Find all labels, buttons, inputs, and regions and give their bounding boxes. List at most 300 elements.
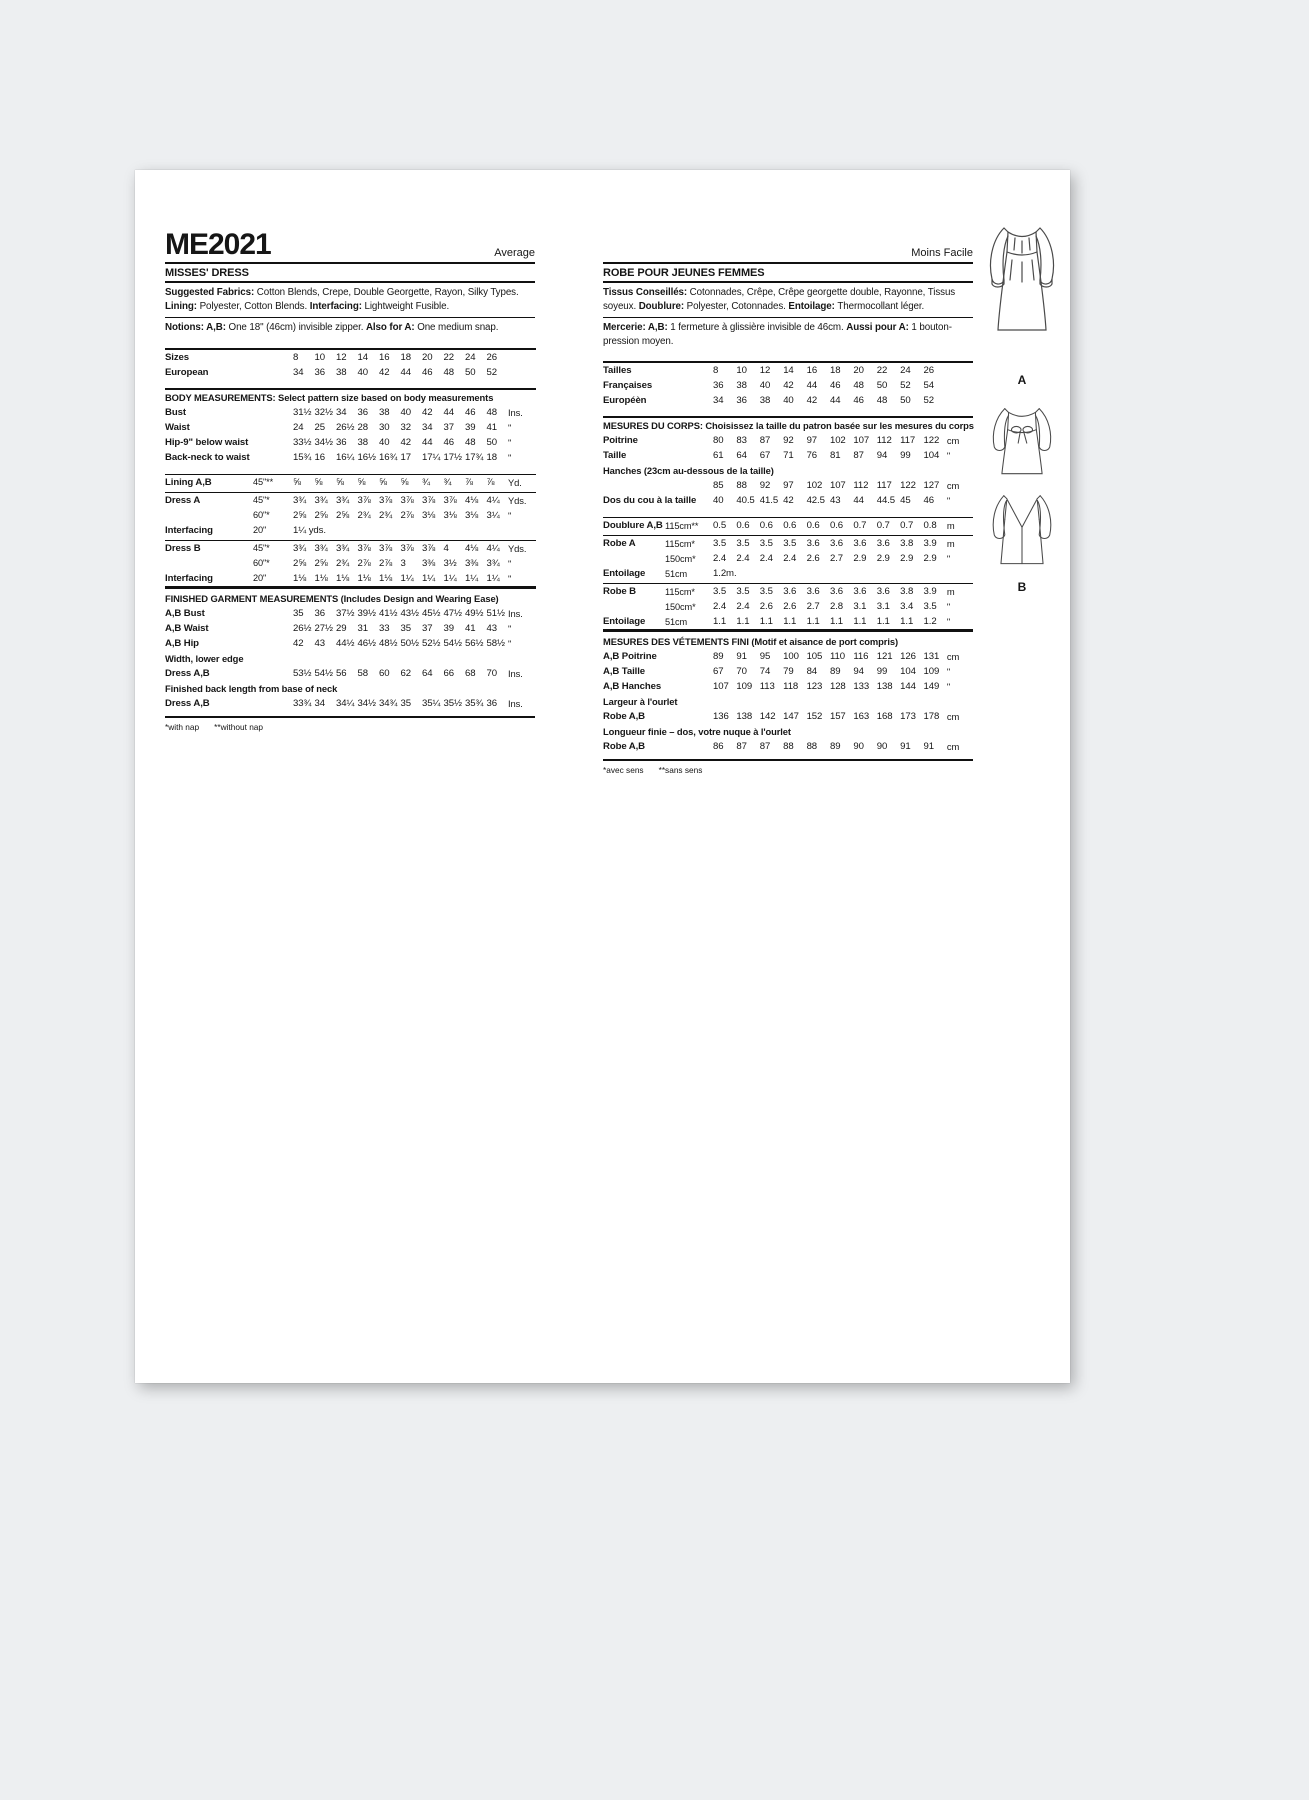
table-cell: 3.1 <box>853 601 867 612</box>
table-cell: 126 <box>900 651 916 662</box>
table-cell: 92 <box>759 480 771 491</box>
table-cell: 34½ <box>357 697 376 709</box>
table-cell: 76 <box>806 450 818 461</box>
table-cell: 34 <box>336 406 347 418</box>
table-cell: 102 <box>806 480 823 491</box>
table-cell: 33½ <box>293 436 312 448</box>
table-cell: 121 <box>876 651 893 662</box>
table-cell: 157 <box>829 711 846 722</box>
sans-sens-note: **sans sens <box>658 765 703 775</box>
table-cell: 2⅝ <box>336 509 350 521</box>
table-cell: 16 <box>379 351 390 363</box>
table-cell: 60"* <box>253 510 270 520</box>
table-cell: 35¾ <box>465 697 484 709</box>
table-cell: 52 <box>900 380 911 391</box>
table-cell: cm <box>946 741 960 752</box>
table-cell: Ins. <box>508 697 523 709</box>
table-cell: 56½ <box>465 637 484 649</box>
table-cell: 16½ <box>357 451 376 463</box>
table-row <box>603 551 973 566</box>
table-cell: 44 <box>806 380 818 391</box>
table-cell: 34 <box>713 395 724 406</box>
bold-segment: Notions: A,B: <box>165 322 229 333</box>
table-cell: 91 <box>900 741 911 752</box>
table-cell: 30 <box>379 421 390 433</box>
table-row <box>603 614 973 631</box>
table-cell: Tailles <box>603 365 632 376</box>
table-cell: 20 <box>853 365 864 376</box>
table-cell: 2⅞ <box>400 509 414 521</box>
table-cell: 54½ <box>443 637 462 649</box>
table-cell: 117 <box>900 435 916 446</box>
table-cell: 80 <box>713 435 724 446</box>
table-cell: " <box>508 572 512 584</box>
table-cell: Width, lower edge <box>165 652 244 664</box>
table-cell: 50 <box>876 380 888 391</box>
table-cell: 1.1 <box>806 616 820 627</box>
table-cell: 20 <box>422 351 433 363</box>
table-cell: 44 <box>829 395 841 406</box>
table-cell: 113 <box>759 681 775 692</box>
table-cell: 122 <box>923 435 940 446</box>
table-cell: 40 <box>400 406 411 418</box>
table-cell: 87 <box>853 450 864 461</box>
table-cell: 3.6 <box>829 586 844 597</box>
table-cell: 42 <box>400 436 411 448</box>
table-cell: 2¾ <box>357 509 371 521</box>
table-cell: 1¼ <box>465 572 479 584</box>
table-row <box>603 417 973 433</box>
table-cell: Dress A <box>165 494 201 506</box>
measurement-table <box>603 361 973 408</box>
table-cell: A,B Hip <box>165 637 199 649</box>
table-cell: 100 <box>783 651 799 662</box>
table-cell: A,B Bust <box>165 607 205 619</box>
table-cell: 36 <box>357 406 368 418</box>
pattern-number: ME2021 <box>165 228 271 261</box>
table-cell: MESURES DES VÉTEMENTS FINI (Motif et aisance de port compris) <box>603 636 898 647</box>
table-cell: 43 <box>314 637 325 649</box>
table-cell: 35 <box>400 697 411 709</box>
table-cell: 66 <box>443 667 454 679</box>
table-cell: 2.9 <box>923 553 937 564</box>
table-cell: 97 <box>806 435 818 446</box>
table-cell: " <box>508 637 512 649</box>
table-cell: 34¾ <box>379 697 398 709</box>
table-cell: 35 <box>400 622 411 634</box>
table-cell: 51cm <box>665 616 688 627</box>
table-cell: 178 <box>923 711 940 722</box>
bold-segment: Also for A: <box>365 322 418 333</box>
table-cell: 44 <box>422 436 433 448</box>
table-cell: 33¾ <box>293 697 312 709</box>
table-cell: Ins. <box>508 667 523 679</box>
table-cell: 112 <box>876 435 892 446</box>
table-cell: 81 <box>829 450 841 461</box>
table-cell: 35¼ <box>422 697 441 709</box>
table-cell: " <box>946 666 951 677</box>
table-cell: 4¼ <box>486 542 500 554</box>
view-b-back-illustration <box>983 489 1061 577</box>
table-cell: 1.1 <box>876 616 890 627</box>
table-cell: 48 <box>465 436 476 448</box>
table-cell: 107 <box>853 435 870 446</box>
table-cell: 39 <box>443 622 454 634</box>
table-cell: 3.6 <box>806 538 820 549</box>
table-cell: 1⅛ <box>314 572 328 584</box>
table-cell: European <box>165 366 209 378</box>
measurement-table <box>603 634 973 754</box>
table-cell: 2¾ <box>336 557 350 569</box>
table-cell: 0.6 <box>736 520 750 531</box>
table-cell: BODY MEASUREMENTS: Select pattern size based on body measurements <box>165 391 494 403</box>
table-row <box>603 664 973 679</box>
table-cell: 97 <box>783 480 794 491</box>
table-cell: 42.5 <box>806 495 825 506</box>
table-cell: 46 <box>422 366 433 378</box>
table-cell: 32½ <box>314 406 333 418</box>
table-cell: 60 <box>379 667 390 679</box>
table-cell: 43½ <box>400 607 419 619</box>
table-cell: 31½ <box>293 406 312 418</box>
table-cell: Dress B <box>165 542 201 554</box>
bold-segment: Doublure: <box>638 300 687 312</box>
table-cell: 47½ <box>443 607 462 619</box>
table-cell: 50 <box>486 436 497 448</box>
table-cell: 46 <box>923 495 934 506</box>
table-cell: 105 <box>806 651 823 662</box>
table-cell: 87 <box>759 435 771 446</box>
footnote-fr <box>603 759 973 775</box>
text-segment: Polyester, Cotonnades. <box>686 300 789 312</box>
table-cell: 102 <box>829 435 846 446</box>
view-b-front-illustration <box>983 401 1061 489</box>
table-cell: 1⅛ <box>357 572 371 584</box>
table-cell: 61 <box>713 450 724 461</box>
header-row-fr <box>603 222 973 264</box>
table-cell: 1.1 <box>853 616 867 627</box>
table-cell: Sizes <box>165 351 190 363</box>
garment-title-en: MISSES' DRESS <box>165 264 535 283</box>
table-cell: 42 <box>422 406 433 418</box>
table-cell: 3.5 <box>759 586 773 597</box>
without-nap-note: **without nap <box>214 721 264 732</box>
footnote-en <box>165 716 535 732</box>
table-cell: " <box>508 622 512 634</box>
table-cell: 1.1 <box>900 616 914 627</box>
table-cell: Ins. <box>508 607 523 619</box>
table-cell: 4⅛ <box>465 542 479 554</box>
table-cell: 1.2m. <box>713 568 737 579</box>
table-cell: 3.9 <box>923 538 937 549</box>
table-row <box>603 599 973 614</box>
table-cell: 109 <box>736 681 753 692</box>
table-cell: 168 <box>876 711 893 722</box>
table-cell: 83 <box>736 435 747 446</box>
table-row <box>165 450 536 465</box>
table-cell: 18 <box>400 351 411 363</box>
notions-paragraph <box>165 318 535 339</box>
table-row <box>165 666 536 681</box>
table-cell: 36 <box>314 607 325 619</box>
table-cell: 18 <box>486 451 497 463</box>
table-cell: m <box>946 538 955 549</box>
table-cell: 3⅞ <box>379 542 393 554</box>
table-cell: 123 <box>806 681 823 692</box>
table-cell: 89 <box>829 666 841 677</box>
table-cell: MESURES DU CORPS: Choisissez la taille du patron basée sur les mesures du corps <box>603 420 974 431</box>
difficulty-rating-en: Average <box>494 247 535 259</box>
table-cell: 4⅛ <box>465 494 479 506</box>
table-cell: 12 <box>336 351 347 363</box>
table-cell: 2¾ <box>379 509 393 521</box>
table-cell: 3⅛ <box>465 509 479 521</box>
table-cell: 2.9 <box>853 553 867 564</box>
table-row <box>603 448 973 463</box>
table-cell: 44 <box>443 406 454 418</box>
table-cell: 4 <box>443 542 449 554</box>
table-cell: 64 <box>736 450 747 461</box>
table-cell: 84 <box>806 666 818 677</box>
tissus-paragraph <box>603 283 973 318</box>
measurement-table <box>165 474 536 490</box>
table-row <box>165 621 536 636</box>
table-cell: 3¾ <box>293 542 307 554</box>
table-cell: 10 <box>314 351 325 363</box>
table-cell: 2.8 <box>829 601 844 612</box>
table-cell: 46 <box>465 406 476 418</box>
table-cell: Interfacing <box>165 572 213 584</box>
table-cell <box>603 478 713 493</box>
table-cell: 48 <box>876 395 888 406</box>
table-cell: Hanches (23cm au-dessous de la taille) <box>603 465 774 476</box>
table-cell: 16 <box>314 451 325 463</box>
table-row <box>603 566 973 581</box>
english-column <box>165 222 535 732</box>
table-cell: 104 <box>923 450 940 461</box>
table-row <box>165 681 536 696</box>
table-cell: 8 <box>713 365 719 376</box>
table-row <box>603 393 973 408</box>
header-row-en <box>165 222 535 264</box>
table-cell: 91 <box>736 651 747 662</box>
table-cell: 117 <box>876 480 892 491</box>
table-cell: 43 <box>829 495 841 506</box>
table-cell: 0.7 <box>900 520 914 531</box>
table-cell: 94 <box>853 666 864 677</box>
table-cell: 44½ <box>336 637 355 649</box>
table-cell: 3.6 <box>853 538 867 549</box>
table-row <box>603 634 973 649</box>
table-row <box>165 492 536 508</box>
table-cell: 3.8 <box>900 538 914 549</box>
table-cell: 87 <box>759 741 771 752</box>
view-a-label: A <box>1017 373 1027 387</box>
table-row <box>165 420 536 435</box>
table-row <box>165 571 536 588</box>
table-cell: 14 <box>357 351 368 363</box>
table-cell: 0.7 <box>853 520 867 531</box>
table-cell: 86 <box>713 741 724 752</box>
table-cell: cm <box>946 711 960 722</box>
table-cell: A,B Poitrine <box>603 651 657 662</box>
table-cell: 22 <box>876 365 888 376</box>
table-cell: 46 <box>829 380 841 391</box>
table-cell: ⅝ <box>400 476 409 488</box>
table-cell: 18 <box>829 365 841 376</box>
french-measurement-tables <box>603 361 973 754</box>
table-cell: 48 <box>853 380 864 391</box>
table-cell: 0.5 <box>713 520 727 531</box>
table-row <box>165 540 536 556</box>
table-cell: 54½ <box>314 667 333 679</box>
table-cell: 152 <box>806 711 823 722</box>
table-cell: ⅝ <box>314 476 323 488</box>
table-cell: 37½ <box>336 607 355 619</box>
table-cell: 43 <box>486 622 497 634</box>
table-cell: 37 <box>422 622 433 634</box>
table-cell: " <box>508 421 512 433</box>
table-cell: Finished back length from base of neck <box>165 682 338 694</box>
table-cell: Longueur finie – dos, votre nuque à l'ourlet <box>603 726 791 737</box>
table-cell: 3.5 <box>923 601 937 612</box>
table-cell: 60"* <box>253 558 270 568</box>
table-row <box>603 378 973 393</box>
table-cell: 53½ <box>293 667 312 679</box>
view-b-label: B <box>1017 580 1027 594</box>
table-cell: " <box>508 451 512 463</box>
pattern-sheet <box>135 170 1070 1383</box>
table-cell: 99 <box>876 666 888 677</box>
table-cell: 2.4 <box>713 601 727 612</box>
table-cell <box>165 556 253 571</box>
bold-segment: Aussi pour A: <box>846 322 912 333</box>
table-cell: 0.6 <box>783 520 797 531</box>
table-cell: 41 <box>465 622 476 634</box>
avec-sens-note: *avec sens <box>603 765 644 775</box>
table-cell: 45 <box>900 495 911 506</box>
table-row <box>165 556 536 571</box>
table-cell: 40 <box>379 436 390 448</box>
table-cell: 3⅞ <box>400 494 414 506</box>
table-cell: 62 <box>400 667 411 679</box>
table-cell: 50 <box>900 395 911 406</box>
table-cell: 3.6 <box>876 586 890 597</box>
table-cell: 25 <box>314 421 325 433</box>
table-cell: Yds. <box>508 494 527 506</box>
table-cell: ⅞ <box>465 476 473 488</box>
table-cell: 17¼ <box>422 451 441 463</box>
table-cell: Robe B <box>603 586 636 597</box>
table-cell: 29 <box>336 622 347 634</box>
table-cell: 94 <box>876 450 888 461</box>
table-cell: 38 <box>336 366 347 378</box>
table-cell: A,B Taille <box>603 666 646 677</box>
table-cell: 52 <box>486 366 497 378</box>
table-cell: 40 <box>759 380 771 391</box>
text-segment: 1 bouton-pression moyen. <box>603 322 952 347</box>
table-cell: 16¼ <box>336 451 355 463</box>
table-cell: 122 <box>900 480 916 491</box>
table-cell: 46 <box>443 436 454 448</box>
table-cell: 42 <box>783 495 794 506</box>
table-cell: 109 <box>923 666 940 677</box>
table-cell: 39½ <box>357 607 376 619</box>
table-cell <box>508 365 536 380</box>
table-cell: 150cm* <box>665 553 696 564</box>
table-cell: 24 <box>465 351 476 363</box>
table-cell: 36 <box>336 436 347 448</box>
table-cell: " <box>946 495 951 506</box>
table-cell: 3½ <box>443 557 457 569</box>
table-cell: 74 <box>759 666 771 677</box>
table-cell: m <box>946 586 955 597</box>
difficulty-rating-fr: Moins Facile <box>911 247 973 259</box>
table-cell: 3⅞ <box>422 542 436 554</box>
table-row <box>603 493 973 508</box>
table-cell: 128 <box>829 681 846 692</box>
table-cell: 41 <box>486 421 497 433</box>
measurement-table <box>165 348 536 380</box>
table-cell: Waist <box>165 421 190 433</box>
table-cell: 37 <box>443 421 454 433</box>
text-segment: One 18" (46cm) invisible zipper. <box>228 322 366 333</box>
table-cell: 0.6 <box>829 520 844 531</box>
suggested-fabrics-paragraph <box>165 283 535 318</box>
table-cell: 3¾ <box>314 542 328 554</box>
table-row <box>603 694 973 709</box>
table-cell: 107 <box>829 480 846 491</box>
table-row <box>603 478 973 493</box>
table-cell: 35 <box>293 607 304 619</box>
table-cell: FINISHED GARMENT MEASUREMENTS (Includes Design and Wearing Ease) <box>165 592 499 604</box>
table-cell: 27½ <box>314 622 333 634</box>
table-cell: 110 <box>829 651 845 662</box>
table-cell: 28 <box>357 421 368 433</box>
french-column <box>603 222 973 775</box>
table-cell <box>947 393 973 408</box>
table-cell: 45"* <box>253 543 270 553</box>
bold-segment: Tissus Conseillés: <box>603 287 690 298</box>
table-cell: 2.4 <box>759 553 773 564</box>
table-cell: 64 <box>422 667 433 679</box>
table-row <box>603 433 973 448</box>
table-cell: 2.4 <box>736 553 750 564</box>
table-row <box>603 536 973 552</box>
table-cell: Dress A,B <box>165 667 210 679</box>
table-cell: Entoilage <box>603 568 646 579</box>
table-cell: 44 <box>853 495 864 506</box>
table-row <box>165 474 536 490</box>
table-cell: 38 <box>759 395 771 406</box>
table-row <box>165 636 536 651</box>
text-segment: Cotton Blends, Crepe, Double Georgette, Rayon, Silky Types. <box>256 287 519 298</box>
table-cell: 85 <box>713 480 724 491</box>
table-cell: 67 <box>759 450 771 461</box>
table-cell: Ins. <box>508 406 523 418</box>
bold-segment: Entoilage: <box>788 300 838 312</box>
table-row <box>165 696 536 711</box>
table-cell: 1¼ <box>486 572 500 584</box>
table-cell: 34 <box>422 421 433 433</box>
table-cell: 118 <box>783 681 799 692</box>
table-cell: 22 <box>443 351 454 363</box>
table-cell: 2.6 <box>806 553 820 564</box>
table-cell: 173 <box>900 711 916 722</box>
table-cell: 0.8 <box>923 520 937 531</box>
view-a-illustration <box>982 218 1062 370</box>
table-cell: ⅞ <box>486 476 495 488</box>
